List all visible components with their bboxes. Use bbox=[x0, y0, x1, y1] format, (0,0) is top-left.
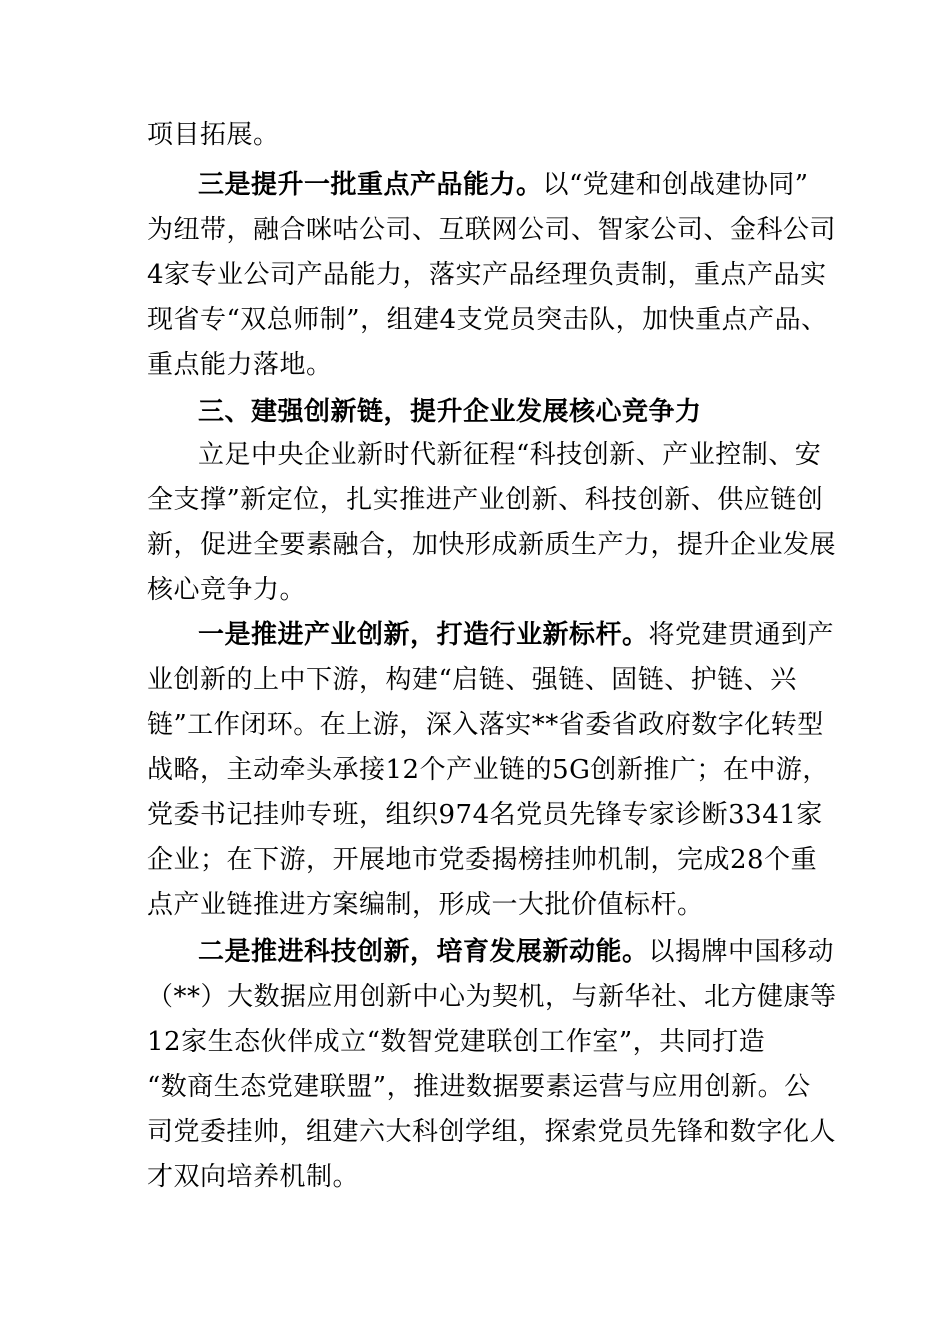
paragraph-line: 为纽带，融合咪咕公司、互联网公司、智家公司、金科公司 bbox=[147, 215, 837, 245]
paragraph-line bbox=[198, 168, 809, 202]
paragraph-line: 党委书记挂帅专班，组织974名党员先锋专家诊断3341家 bbox=[147, 800, 823, 830]
paragraph-line: 战略，主动牵头承接12个产业链的5G创新推广；在中游， bbox=[147, 755, 829, 785]
paragraph-line: “数商生态党建联盟”，推进数据要素运营与应用创新。公 bbox=[147, 1072, 811, 1102]
paragraph-line: 12家生态伙伴成立“数智党建联创工作室”，共同打造 bbox=[147, 1027, 766, 1057]
paragraph-line: 才双向培养机制。 bbox=[147, 1162, 360, 1192]
paragraph-line: 司党委挂帅，组建六大科创学组，探索党员先锋和数字化人 bbox=[147, 1117, 837, 1147]
paragraph-lead: 三是提升一批重点产品能力。 bbox=[198, 170, 543, 200]
paragraph-line bbox=[198, 618, 834, 652]
paragraph-text: 将党建贯通到产 bbox=[648, 620, 835, 650]
paragraph-line: 链”工作闭环。在上游，深入落实**省委省政府数字化转型 bbox=[147, 710, 824, 740]
paragraph-line: 项目拓展。 bbox=[147, 120, 280, 150]
paragraph-line: 核心竞争力。 bbox=[147, 575, 307, 605]
paragraph-text: 以“党建和创战建协同” bbox=[542, 170, 809, 200]
paragraph-line: （**）大数据应用创新中心为契机，与新华社、北方健康等 bbox=[147, 982, 837, 1012]
paragraph-lead: 一是推进产业创新，打造行业新标杆。 bbox=[198, 620, 649, 650]
paragraph-line: 业创新的上中下游，构建“启链、强链、固链、护链、兴 bbox=[147, 665, 797, 695]
paragraph-lead: 二是推进科技创新，培育发展新动能。 bbox=[198, 937, 649, 967]
paragraph-text: 以揭牌中国移动 bbox=[648, 937, 835, 967]
paragraph-line: 现省专“双总师制”，组建4支党员突击队，加快重点产品、 bbox=[147, 305, 828, 335]
paragraph-line: 点产业链推进方案编制，形成一大批价值标杆。 bbox=[147, 890, 704, 920]
paragraph-line: 企业；在下游，开展地市党委揭榜挂帅机制，完成28个重 bbox=[147, 845, 818, 875]
paragraph-line: 新，促进全要素融合，加快形成新质生产力，提升企业发展 bbox=[147, 530, 837, 560]
paragraph-line: 重点能力落地。 bbox=[147, 350, 333, 380]
paragraph-line: 4家专业公司产品能力，落实产品经理负责制，重点产品实 bbox=[147, 260, 827, 290]
paragraph-line: 立足中央企业新时代新征程“科技创新、产业控制、安 bbox=[198, 440, 822, 470]
section-heading: 三、建强创新链，提升企业发展核心竞争力 bbox=[198, 397, 702, 427]
paragraph-line bbox=[198, 935, 834, 969]
paragraph-line: 全支撑”新定位，扎实推进产业创新、科技创新、供应链创 bbox=[147, 485, 824, 515]
